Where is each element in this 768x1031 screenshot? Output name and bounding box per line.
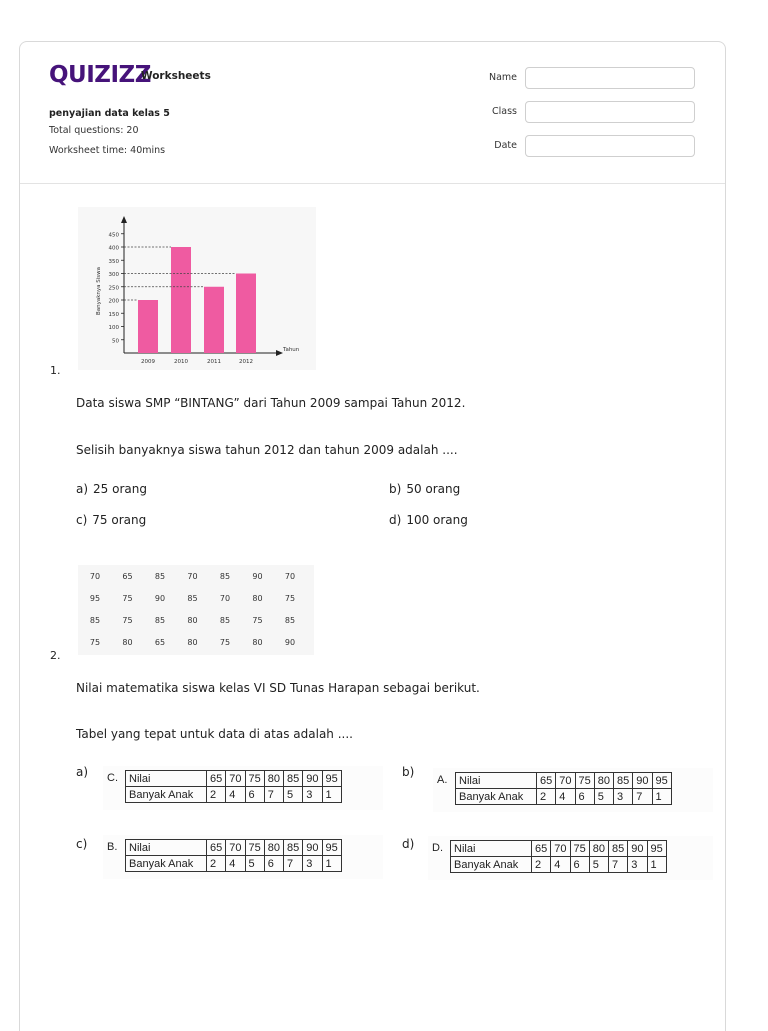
table-cell: 2	[207, 856, 226, 872]
table-cell: 70	[226, 771, 245, 787]
option-c[interactable]	[76, 513, 146, 527]
table-cell: 65	[532, 841, 551, 857]
bar	[138, 300, 158, 353]
question-number: 2.	[50, 649, 61, 662]
table-cell: 85	[614, 773, 633, 789]
table-cell: 85	[284, 840, 303, 856]
x-tick-label: 2009	[141, 359, 155, 365]
option-b-letter: b)	[402, 765, 415, 779]
table-row	[456, 789, 672, 805]
option-text: 50 orang	[406, 482, 461, 496]
table-cell: 80	[589, 841, 608, 857]
table-cell: 85	[609, 841, 628, 857]
question-text: Nilai matematika siswa kelas VI SD Tunas Harapan sebagai berikut.	[76, 681, 480, 695]
question-text: Data siswa SMP “BINTANG” dari Tahun 2009 sampai Tahun 2012.	[76, 396, 466, 410]
bar-chart	[78, 207, 316, 370]
bar-chart-image	[78, 207, 316, 370]
score-value: 80	[252, 638, 263, 647]
table-cell: 5	[589, 857, 608, 873]
table-cell: 2	[532, 857, 551, 873]
score-value: 75	[284, 594, 296, 603]
question-prompt: Selisih banyaknya siswa tahun 2012 dan tahun 2009 adalah ....	[76, 443, 458, 457]
table-cell: 70	[226, 840, 245, 856]
score-value: 85	[219, 616, 231, 625]
table-cell: 6	[575, 789, 594, 805]
score-value: 85	[89, 616, 101, 625]
quizizz-logo: QUIZIZZ	[49, 62, 151, 88]
table-cell: 90	[633, 773, 652, 789]
table-cell: 95	[322, 840, 341, 856]
option-c[interactable]	[103, 835, 383, 879]
y-tick-label: 400	[108, 245, 119, 252]
score-value: 70	[284, 572, 296, 581]
y-tick-label: 150	[108, 311, 119, 318]
y-tick-label: 50	[112, 338, 119, 345]
score-value: 90	[284, 638, 296, 647]
score-value: 75	[219, 638, 231, 647]
score-value: 85	[154, 572, 166, 581]
table-cell: Nilai	[126, 771, 207, 787]
table-cell: 80	[264, 771, 283, 787]
table-cell: 1	[652, 789, 671, 805]
table-option-letter: A.	[437, 774, 448, 786]
table-option-letter: C.	[107, 772, 118, 784]
table-cell: 1	[322, 787, 341, 803]
option-d[interactable]	[389, 513, 468, 527]
table-option-letter: D.	[432, 842, 443, 854]
score-value: 95	[89, 594, 101, 603]
table-cell: 3	[628, 857, 647, 873]
table-cell: 95	[322, 771, 341, 787]
bar	[204, 287, 224, 353]
y-tick-label: 300	[108, 272, 119, 278]
date-label: Date	[494, 140, 517, 151]
score-value: 80	[187, 616, 198, 625]
score-value: 85	[284, 616, 296, 625]
table-cell: 90	[303, 771, 322, 787]
option-text: 100 orang	[406, 513, 468, 527]
table-cell: 7	[264, 787, 283, 803]
score-value: 80	[122, 638, 133, 647]
table-cell: 70	[551, 841, 570, 857]
score-value: 75	[89, 638, 101, 647]
table-cell: 7	[284, 856, 303, 872]
table-row	[126, 856, 342, 872]
logo-subtitle: Worksheets	[141, 70, 211, 82]
worksheet-title: penyajian data kelas 5	[49, 108, 170, 119]
table-cell: 85	[284, 771, 303, 787]
table-cell: 75	[575, 773, 594, 789]
option-a-letter: a)	[76, 765, 89, 779]
score-value: 75	[122, 616, 133, 625]
table-cell: 65	[207, 840, 226, 856]
table-row	[126, 771, 342, 787]
x-tick-label: 2010	[174, 359, 188, 365]
score-value: 85	[154, 616, 166, 625]
y-axis-arrow	[121, 216, 127, 223]
table-cell: 4	[226, 856, 245, 872]
bar	[171, 247, 191, 353]
table-cell: 5	[245, 856, 264, 872]
table-cell: 75	[570, 841, 589, 857]
table-cell: 7	[609, 857, 628, 873]
table-cell: 95	[652, 773, 671, 789]
table-cell: 4	[551, 857, 570, 873]
frequency-table	[125, 839, 342, 872]
question-prompt: Tabel yang tepat untuk data di atas adalah ....	[76, 727, 353, 741]
score-value: 90	[252, 572, 263, 581]
option-a[interactable]	[103, 766, 383, 810]
worksheet-header	[20, 42, 725, 184]
score-grid-image	[78, 565, 314, 655]
table-row	[451, 857, 667, 873]
option-letter: d)	[389, 513, 402, 527]
table-row	[126, 787, 342, 803]
table-cell: Banyak Anak	[126, 787, 207, 803]
score-value: 65	[122, 572, 133, 581]
table-cell: 6	[570, 857, 589, 873]
table-cell: 3	[303, 787, 322, 803]
class-label: Class	[492, 106, 517, 117]
date-field[interactable]	[525, 135, 695, 157]
option-d-letter: d)	[402, 837, 415, 851]
table-row	[451, 841, 667, 857]
bar	[236, 274, 256, 354]
frequency-table	[125, 770, 342, 803]
name-field[interactable]	[525, 67, 695, 89]
score-value: 80	[252, 594, 263, 603]
score-value: 90	[154, 594, 166, 603]
option-letter: b)	[389, 482, 402, 496]
table-cell: 4	[556, 789, 575, 805]
table-cell: 5	[594, 789, 613, 805]
table-cell: 2	[207, 787, 226, 803]
y-tick-label: 350	[108, 258, 119, 265]
frequency-table	[450, 840, 667, 873]
table-cell: Banyak Anak	[451, 857, 532, 873]
x-tick-label: 2012	[239, 359, 253, 365]
total-questions: Total questions: 20	[49, 125, 139, 136]
table-cell: 6	[245, 787, 264, 803]
table-cell: 3	[303, 856, 322, 872]
table-cell: Banyak Anak	[126, 856, 207, 872]
option-letter: a)	[76, 482, 89, 496]
table-cell: 90	[628, 841, 647, 857]
x-axis-label: Tahun	[283, 347, 300, 353]
y-axis-label: Banyaknya Siswa	[96, 266, 102, 316]
table-cell: 6	[264, 856, 283, 872]
table-row	[126, 840, 342, 856]
table-cell: 2	[537, 789, 556, 805]
y-tick-label: 450	[108, 232, 119, 239]
score-value: 65	[154, 638, 166, 647]
option-b[interactable]	[389, 482, 460, 496]
table-cell: 80	[594, 773, 613, 789]
table-cell: 90	[303, 840, 322, 856]
score-value: 75	[122, 594, 133, 603]
table-cell: 3	[614, 789, 633, 805]
x-tick-label: 2011	[207, 359, 221, 365]
table-cell: 65	[537, 773, 556, 789]
score-value: 85	[187, 594, 198, 603]
option-c-letter: c)	[76, 837, 88, 851]
table-cell: Banyak Anak	[456, 789, 537, 805]
score-value: 85	[219, 572, 231, 581]
score-value: 70	[187, 572, 198, 581]
option-d[interactable]	[428, 836, 713, 880]
option-text: 25 orang	[93, 482, 147, 496]
worksheet-time: Worksheet time: 40mins	[49, 145, 166, 156]
table-row	[456, 773, 672, 789]
y-tick-label: 100	[108, 325, 119, 331]
table-cell: 1	[647, 857, 666, 873]
worksheet	[19, 41, 726, 1031]
table-cell: 75	[245, 771, 264, 787]
table-cell: Nilai	[456, 773, 537, 789]
table-cell: 95	[647, 841, 666, 857]
option-b[interactable]	[433, 768, 713, 812]
frequency-table	[455, 772, 672, 805]
class-field[interactable]	[525, 101, 695, 123]
table-cell: 80	[264, 840, 283, 856]
option-a[interactable]	[76, 482, 147, 496]
table-cell: Nilai	[126, 840, 207, 856]
option-text: 75 orang	[92, 513, 147, 527]
table-cell: 1	[322, 856, 341, 872]
table-cell: 75	[245, 840, 264, 856]
table-option-letter: B.	[107, 841, 118, 853]
table-cell: 5	[284, 787, 303, 803]
option-letter: c)	[76, 513, 88, 527]
table-cell: Nilai	[451, 841, 532, 857]
table-cell: 7	[633, 789, 652, 805]
score-value: 70	[219, 594, 231, 603]
y-tick-label: 250	[108, 285, 119, 292]
score-value: 80	[187, 638, 198, 647]
score-value: 70	[89, 572, 101, 581]
score-value: 75	[252, 616, 263, 625]
question-number: 1.	[50, 364, 61, 377]
table-cell: 4	[226, 787, 245, 803]
name-label: Name	[488, 72, 517, 83]
table-cell: 65	[207, 771, 226, 787]
table-cell: 70	[556, 773, 575, 789]
x-axis-arrow	[276, 350, 283, 356]
y-tick-label: 200	[108, 298, 119, 305]
